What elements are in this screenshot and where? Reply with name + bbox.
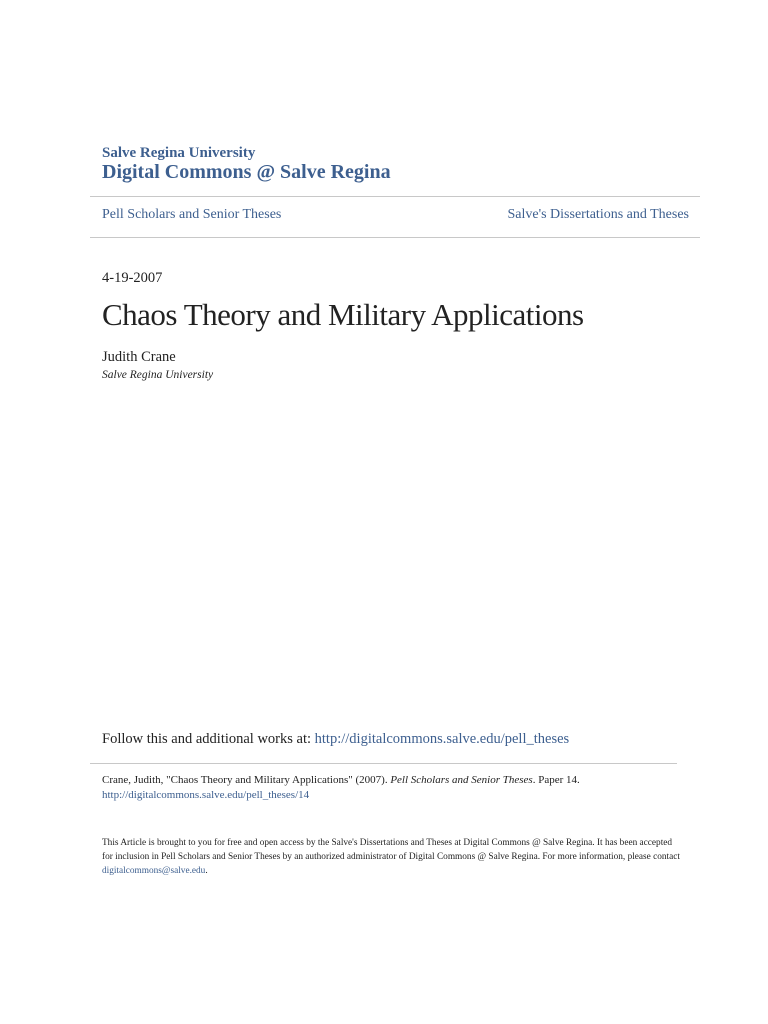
follow-divider xyxy=(90,763,677,764)
citation xyxy=(102,774,580,786)
follow-line xyxy=(102,731,569,748)
contact-email-link[interactable]: digitalcommons@salve.edu xyxy=(102,866,206,876)
author-name: Judith Crane xyxy=(102,349,176,365)
header-divider xyxy=(90,196,700,197)
citation-suffix: . Paper 14. xyxy=(532,774,580,786)
follow-label: Follow this and additional works at: xyxy=(102,731,315,747)
paper-title: Chaos Theory and Military Applications xyxy=(102,297,584,332)
citation-url-link[interactable]: http://digitalcommons.salve.edu/pell_theses/14 xyxy=(102,789,310,801)
notice-end: . xyxy=(205,866,208,876)
publication-date: 4-19-2007 xyxy=(102,270,163,286)
notice-text: This Article is brought to you for free and open access by the Salve's Dissertations and Theses at Digital Commons @ Salve Regina. It has been accepted for inclusion in Pell Scholars and Senior Theses by an authorized administrator of Digital Commons @ Salve Regina. For more information, please contact xyxy=(102,838,680,862)
university-name[interactable]: Salve Regina University xyxy=(102,145,256,161)
series-link-pell-scholars[interactable]: Pell Scholars and Senior Theses xyxy=(102,207,282,222)
repository-name[interactable]: Digital Commons @ Salve Regina xyxy=(102,161,391,183)
series-divider xyxy=(90,237,700,238)
citation-prefix: Crane, Judith, "Chaos Theory and Military Applications" (2007). xyxy=(102,774,391,786)
author-affiliation: Salve Regina University xyxy=(102,369,214,381)
access-notice xyxy=(102,836,682,878)
follow-url-link[interactable]: http://digitalcommons.salve.edu/pell_theses xyxy=(314,731,570,747)
series-link-dissertations[interactable]: Salve's Dissertations and Theses xyxy=(507,207,689,222)
citation-series: Pell Scholars and Senior Theses xyxy=(390,774,533,786)
